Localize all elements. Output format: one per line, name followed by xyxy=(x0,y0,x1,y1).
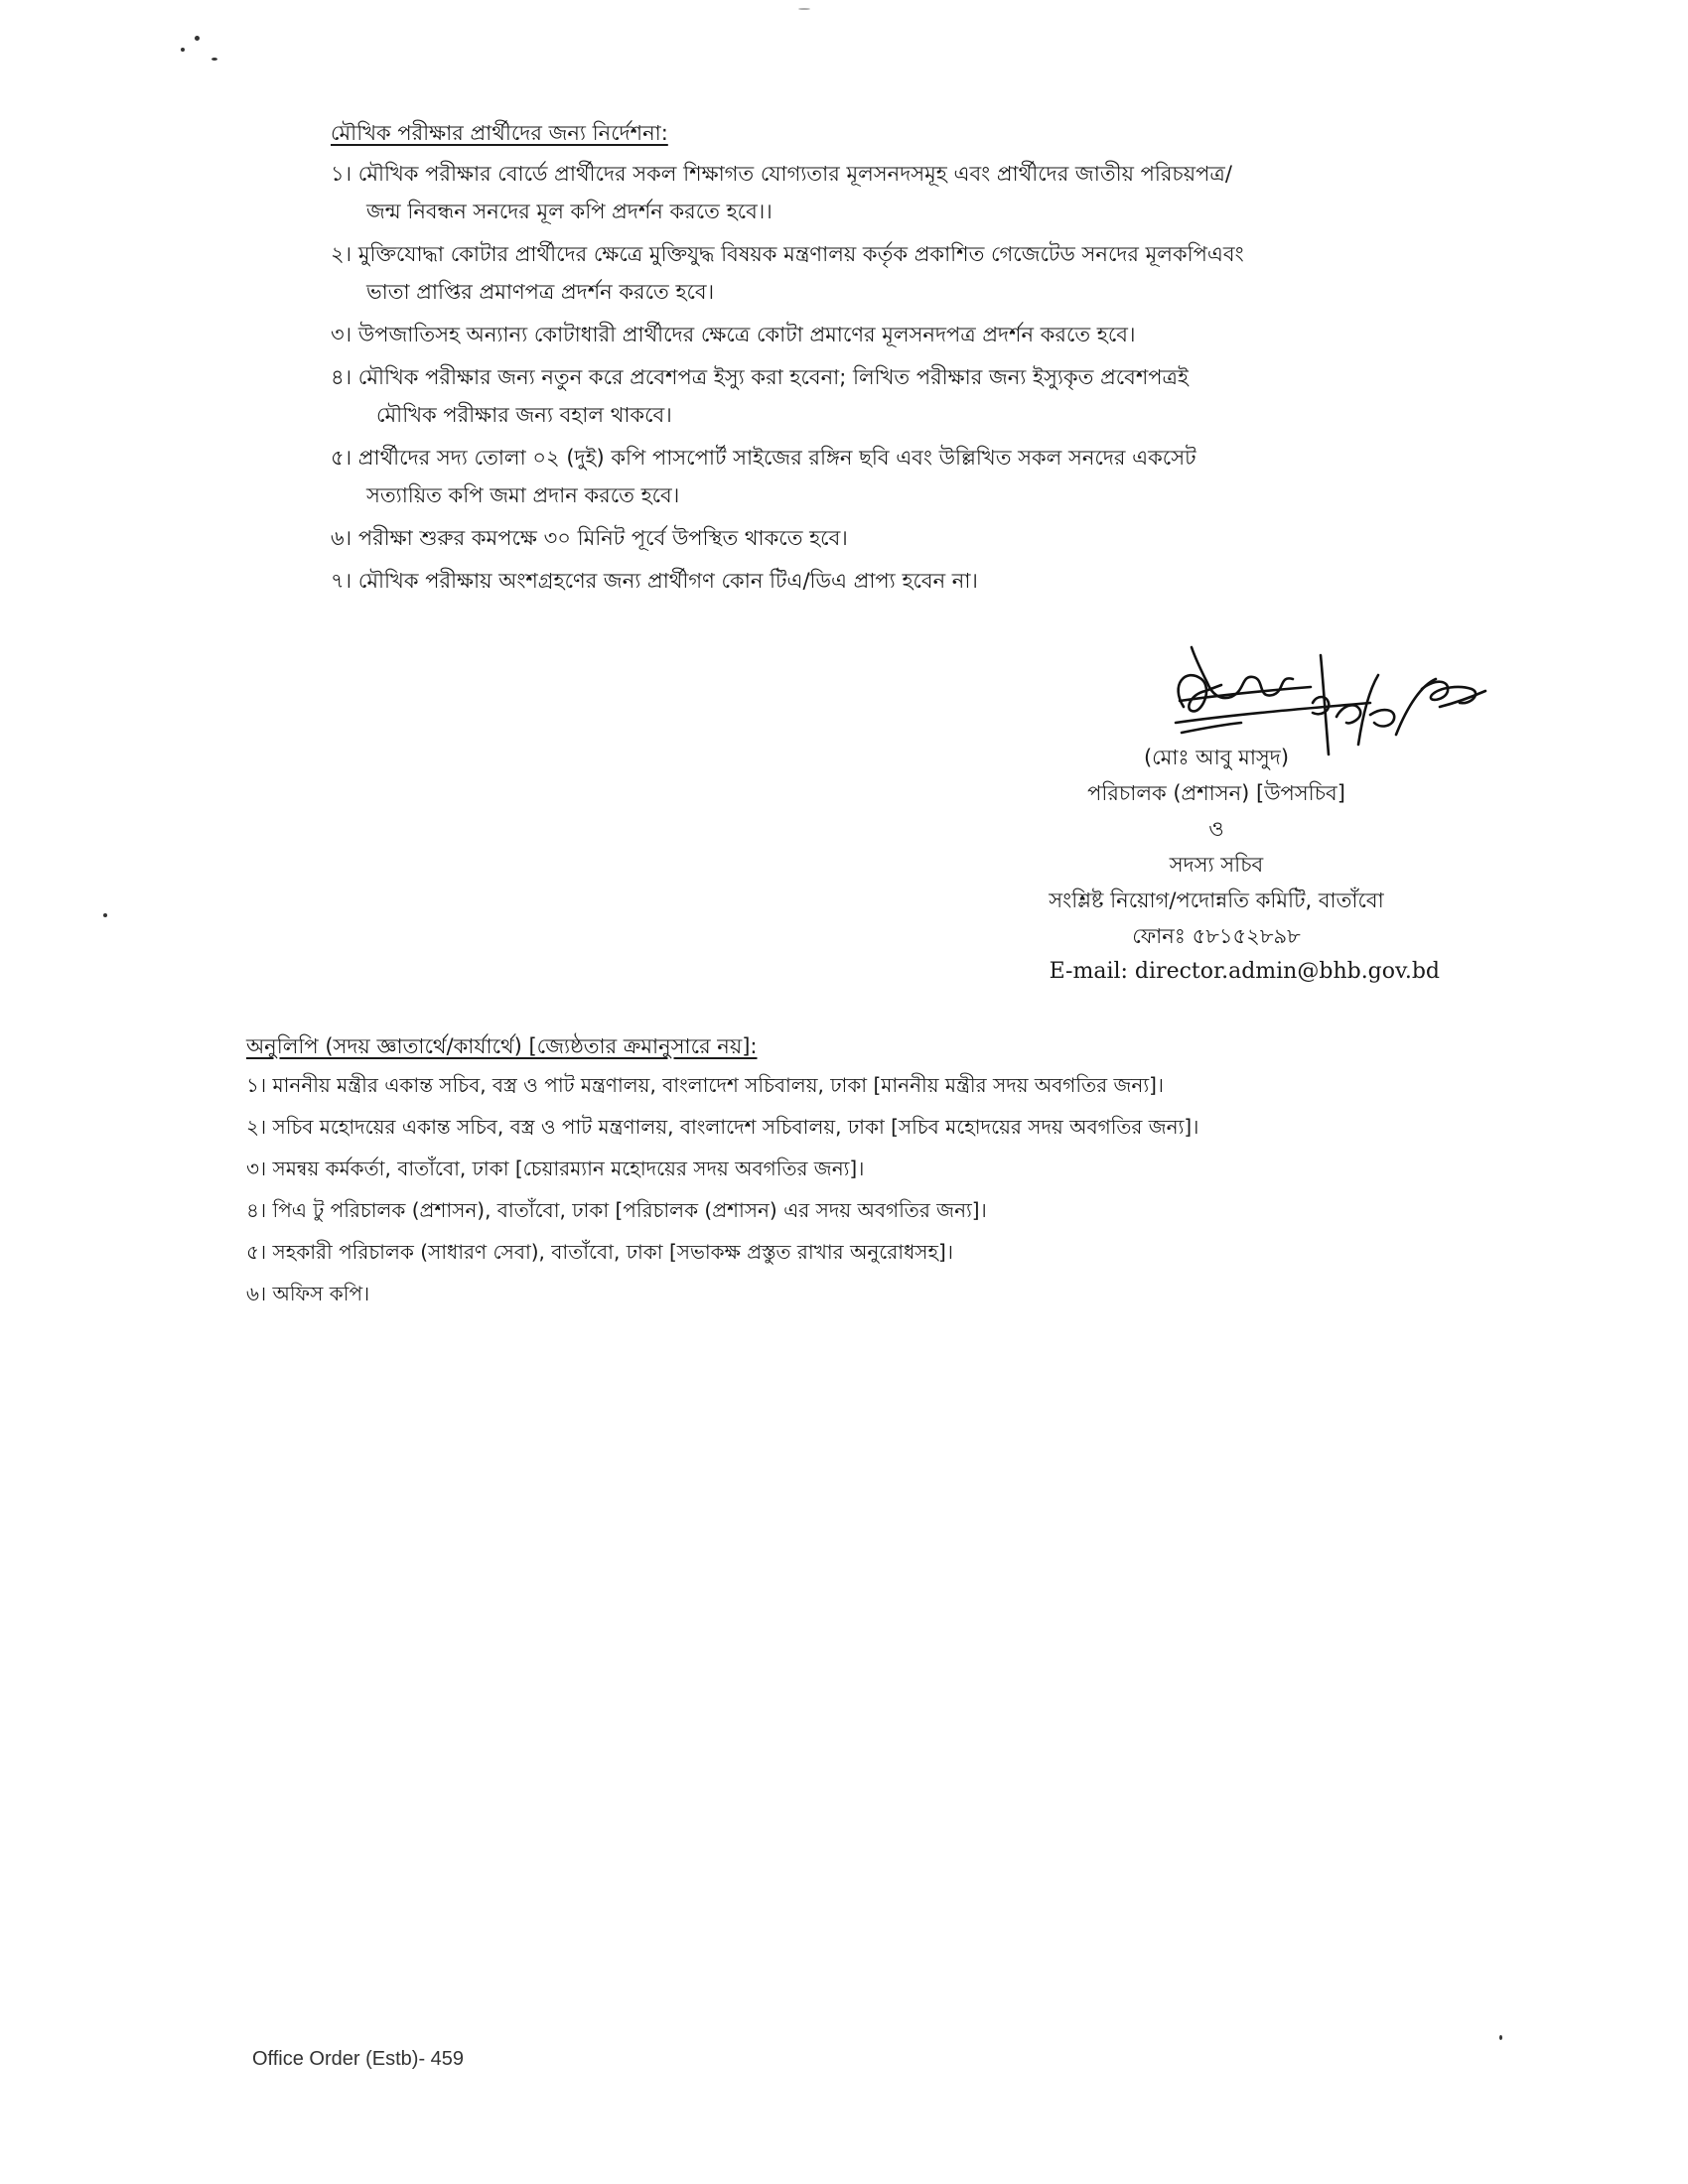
instructions-heading: মৌখিক পরীক্ষার প্রার্থীদের জন্য নির্দেশনা: xyxy=(331,121,668,145)
signatory-conjunction: ও xyxy=(1208,817,1224,841)
signatory-phone: ফোনঃ ৫৮১৫২৮৯৮ xyxy=(1132,924,1301,948)
interview-instructions xyxy=(331,117,1522,605)
instruction-line: ৩। উপজাতিসহ অন্যান্য কোটাধারী প্রার্থীদের ক্ষেত্রে কোটা প্রমাণের মূলসনদপত্র প্রদর্শন করতে হবে। xyxy=(331,323,1136,346)
scan-speck xyxy=(181,48,185,52)
copy-distribution xyxy=(246,1030,1537,1316)
scan-speck xyxy=(211,58,217,61)
signatory-email: E-mail: director.admin@bhb.gov.bd xyxy=(1049,959,1440,984)
instruction-line: ২। মুক্তিযোদ্ধা কোটার প্রার্থীদের ক্ষেত্রে মুক্তিযুদ্ধ বিষয়ক মন্ত্রণালয় কর্তৃক প্রকাশিত গেজেটেড সনদের মূলকপিএবং xyxy=(331,242,1244,266)
instruction-line: ৭। মৌখিক পরীক্ষায় অংশগ্রহণের জন্য প্রার্থীগণ কোন টিএ/ডিএ প্রাপ্য হবেন না। xyxy=(331,569,978,593)
office-order-reference: Office Order (Estb)- 459 xyxy=(252,2048,465,2070)
copy-recipient: ৬। অফিস কপি। xyxy=(246,1282,370,1305)
instruction-line: ৫। প্রার্থীদের সদ্য তোলা ০২ (দুই) কপি পাসপোর্ট সাইজের রঙ্গিন ছবি এবং উল্লিখিত সকল সনদের একসেট xyxy=(331,446,1196,470)
copy-recipient: ২। সচিব মহোদয়ের একান্ত সচিব, বস্ত্র ও পাট মন্ত্রণালয়, বাংলাদেশ সচিবালয়, ঢাকা [সচিব মহোদয়ের সদয় অবগতির জন্য]। xyxy=(246,1115,1199,1139)
copy-recipient: ৫। সহকারী পরিচালক (সাধারণ সেবা), বাতাঁবো, ঢাকা [সভাকক্ষ প্রস্তুত রাখার অনুরোধসহ]। xyxy=(246,1240,953,1264)
instruction-line-continued: জন্ম নিবন্ধন সনদের মূল কপি প্রদর্শন করতে হবে।। xyxy=(366,200,773,223)
instruction-line: ৪। মৌখিক পরীক্ষার জন্য নতুন করে প্রবেশপত্র ইস্যু করা হবেনা; লিখিত পরীক্ষার জন্য ইস্যুকৃত প্রবেশপত্রই xyxy=(331,365,1189,389)
signatory-details xyxy=(993,740,1440,990)
scan-speck xyxy=(103,913,107,917)
signatory-role: সদস্য সচিব xyxy=(1169,853,1264,877)
instruction-line: ৬। পরীক্ষা শুরুর কমপক্ষে ৩০ মিনিট পূর্বে উপস্থিত থাকতে হবে। xyxy=(331,526,848,550)
scan-speck xyxy=(1499,2035,1502,2040)
instruction-line-continued: মৌখিক পরীক্ষার জন্য বহাল থাকবে। xyxy=(376,403,672,427)
scan-speck xyxy=(798,8,810,10)
instruction-item xyxy=(331,155,1522,230)
instruction-line: ১। মৌখিক পরীক্ষার বোর্ডে প্রার্থীদের সকল শিক্ষাগত যোগ্যতার মূলসনদসমূহ এবং প্রার্থীদের জাতীয় পরিচয়পত্র/ xyxy=(331,162,1232,186)
copy-recipient: ১। মাননীয় মন্ত্রীর একান্ত সচিব, বস্ত্র ও পাট মন্ত্রণালয়, বাংলাদেশ সচিবালয়, ঢাকা [মাননীয় মন্ত্রীর সদয় অবগতির জন্য]। xyxy=(246,1073,1165,1097)
instruction-item xyxy=(331,439,1522,514)
copy-recipient: ৩। সমন্বয় কর্মকর্তা, বাতাঁবো, ঢাকা [চেয়ারম্যান মহোদয়ের সদয় অবগতির জন্য]। xyxy=(246,1157,865,1180)
scan-speck xyxy=(195,36,200,41)
signatory-committee: সংশ্লিষ্ট নিয়োগ/পদোন্নতি কমিটি, বাতাঁবো xyxy=(1049,888,1384,912)
instruction-item xyxy=(331,562,1522,600)
instruction-item xyxy=(331,316,1522,353)
signatory-designation: পরিচালক (প্রশাসন) [উপসচিব] xyxy=(1087,781,1345,805)
instruction-line-continued: সত্যায়িত কপি জমা প্রদান করতে হবে। xyxy=(366,483,680,507)
copy-recipient: ৪। পিএ টু পরিচালক (প্রশাসন), বাতাঁবো, ঢাকা [পরিচালক (প্রশাসন) এর সদয় অবগতির জন্য]। xyxy=(246,1198,987,1222)
instruction-item xyxy=(331,235,1522,311)
signature-block xyxy=(993,645,1489,1003)
instruction-item xyxy=(331,358,1522,434)
copies-heading: অনুলিপি (সদয় জ্ঞাতার্থে/কার্যার্থে) [জ্যেষ্ঠতার ক্রমানুসারে নয়]: xyxy=(246,1034,758,1058)
signatory-name: (মোঃ আবু মাসুদ) xyxy=(1143,746,1290,769)
instruction-line-continued: ভাতা প্রাপ্তির প্রমাণপত্র প্রদর্শন করতে হবে। xyxy=(366,280,715,304)
instruction-item xyxy=(331,519,1522,557)
